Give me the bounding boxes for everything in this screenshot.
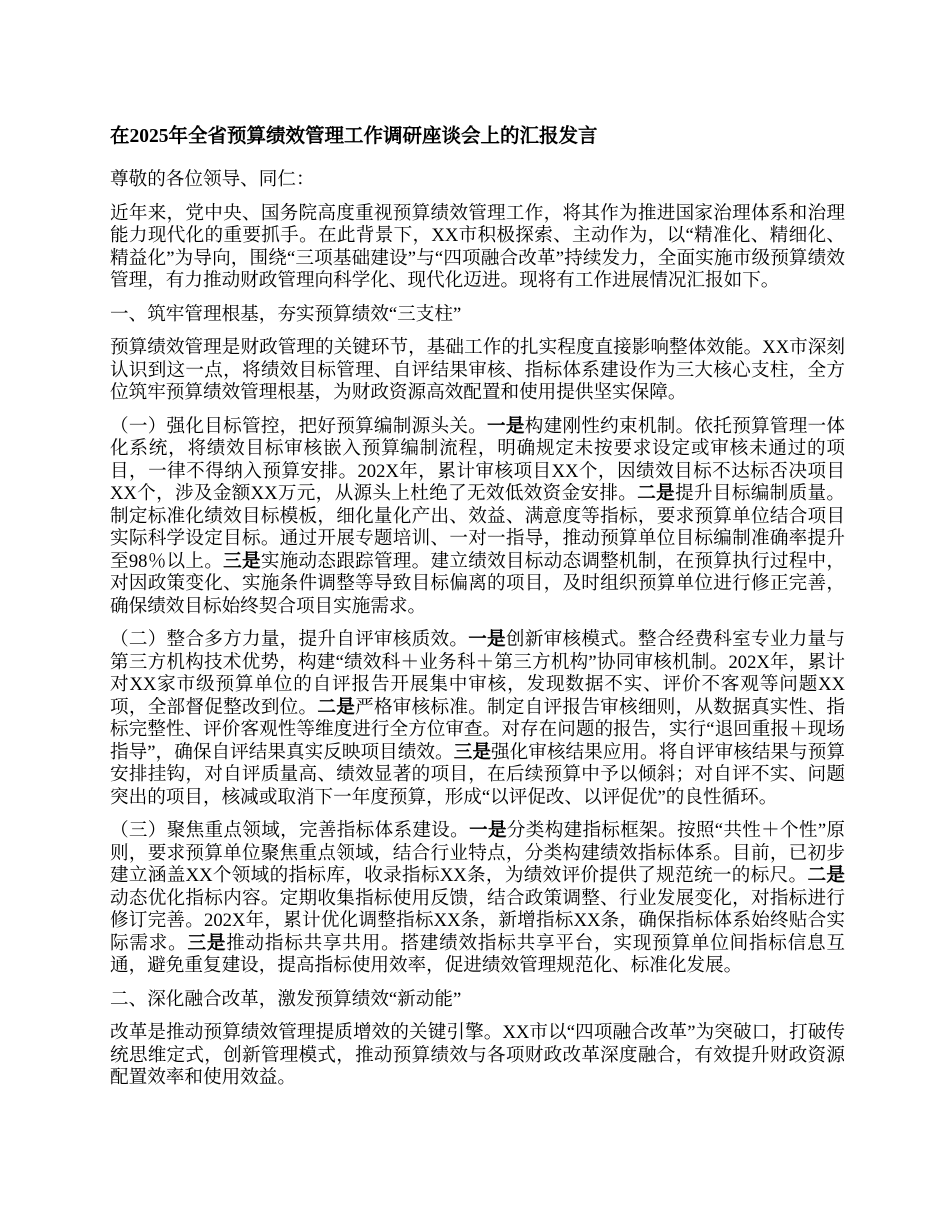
text-run: 近年来，党中央、国务院高度重视预算绩效管理工作，将其作为推进国家治理体系和治理能力现代化的重要抓手。在此背景下，XX市积极探索、主动作为，以“精准化、精细化、精益化”为导向，围绕“三项基础建设”与“四项融合改革”持续发力，全面实施市级预算绩效管理，有力推动财政管理向科学化、现代化迈进。现将有工作进展情况汇报如下。	[110, 202, 845, 291]
text-run: （一）强化目标管控，把好预算编制源头关。	[110, 415, 488, 437]
paragraph	[110, 203, 845, 293]
section-heading	[110, 989, 845, 1012]
text-run: 推动指标共享共用。搭建绩效指标共享平台，实现预算单位间指标信息互通，避免重复建设，提高指标使用效率，促进绩效管理规范化、标准化发展。	[110, 932, 845, 976]
section-heading	[110, 304, 845, 327]
text-run: （三）聚焦重点领域，完善指标体系建设。	[110, 820, 470, 841]
text-run: 二、深化融合改革，激发预算绩效“新动能”	[110, 988, 462, 1010]
bold-text-run: 三是	[223, 550, 261, 572]
bold-text-run: 二是	[807, 865, 845, 886]
paragraph	[110, 1022, 845, 1090]
bold-text-run: 二是	[637, 483, 676, 504]
document-body	[110, 203, 845, 1090]
bold-text-run: 一是	[469, 820, 507, 841]
text-run: 分类构建指标框架。按照“共性＋个性”原则，要求预算单位聚焦重点领域，结合行业特点，分类构建绩效指标体系。目前，已初步建立涵盖XX个领域的指标库，收录指标XX条，为绩效评价提供了规范统一的标尺。	[110, 820, 845, 886]
bold-text-run: 一是	[487, 415, 525, 437]
text-run: 一、筑牢管理根基，夯实预算绩效“三支柱”	[110, 303, 462, 325]
bold-text-run: 二是	[317, 696, 356, 718]
text-run: 预算绩效管理是财政管理的关键环节，基础工作的扎实程度直接影响整体效能。XX市深刻认识到这一点，将绩效目标管理、自评结果审核、指标体系建设作为三大核心支柱，全方位筑牢预算绩效管理根基，为财政资源高效配置和使用提供坚实保障。	[110, 337, 845, 403]
bold-text-run: 三是	[187, 932, 227, 954]
bold-text-run: 一是	[468, 629, 506, 650]
document-title: 在2025年全省预算绩效管理工作调研座谈会上的汇报发言	[110, 126, 598, 147]
paragraph	[110, 820, 845, 978]
text-run: 改革是推动预算绩效管理提质增效的关键引擎。XX市以“四项融合改革”为突破口，打破传统思维定式，创新管理模式，推动预算绩效与各项财政改革深度融合，有效提升财政资源配置效率和使用效益。	[110, 1022, 845, 1088]
text-run: 创新审核模式。整合经费科室专业力量与第三方机构技术优势，构建“绩效科＋业务科＋第三方机构”协同审核机制。202X年，累计对XX家市级预算单位的自评报告开展集中审核，发现数据不实、评价不客观等问题XX项，全部督促整改到位。	[110, 629, 845, 718]
paragraph	[110, 416, 845, 619]
greeting-line: 尊敬的各位领导、同仁：	[110, 169, 315, 190]
text-run: 动态优化指标内容。定期收集指标使用反馈，结合政策调整、行业发展变化，对指标进行修订完善。202X年，累计优化调整指标XX条，新增指标XX条，确保指标体系始终贴合实际需求。	[110, 887, 845, 954]
text-run: 强化审核结果应用。将自评审核结果与预算安排挂钩，对自评质量高、绩效显著的项目，在后续预算中予以倾斜；对自评不实、问题突出的项目，核减或取消下一年度预算，形成“以评促改、以评促优”的良性循环。	[110, 741, 845, 808]
paragraph	[110, 629, 845, 809]
text-run: 提升目标编制质量。制定标准化绩效目标模板，细化量化产出、效益、满意度等指标，要求预算单位结合项目实际科学设定目标。通过开展专题培训、一对一指导，推动预算单位目标编制准确率提升至98％以上。	[110, 483, 845, 572]
text-run: （二）整合多方力量，提升自评审核质效。	[110, 629, 469, 650]
paragraph	[110, 337, 845, 405]
text-run: 构建刚性约束机制。依托预算管理一体化系统，将绩效目标审核嵌入预算编制流程，明确规定未按要求设定或审核未通过的项目，一律不得纳入预算安排。202X年，累计审核项目XX个，因绩效目标不达标否决项目XX个，涉及金额XX万元，从源头上杜绝了无效低效资金安排。	[110, 415, 845, 504]
text-run: 严格审核标准。制定自评报告审核细则，从数据真实性、指标完整性、评价客观性等维度进行全方位审查。对存在问题的报告，实行“退回重报＋现场指导”，确保自评结果真实反映项目绩效。	[110, 696, 845, 763]
bold-text-run: 三是	[453, 741, 491, 763]
text-run: 实施动态跟踪管理。建立绩效目标动态调整机制，在预算执行过程中，对因政策变化、实施条件调整等导致目标偏离的项目，及时组织预算单位进行修正完善，确保绩效目标始终契合项目实施需求。	[110, 550, 845, 617]
